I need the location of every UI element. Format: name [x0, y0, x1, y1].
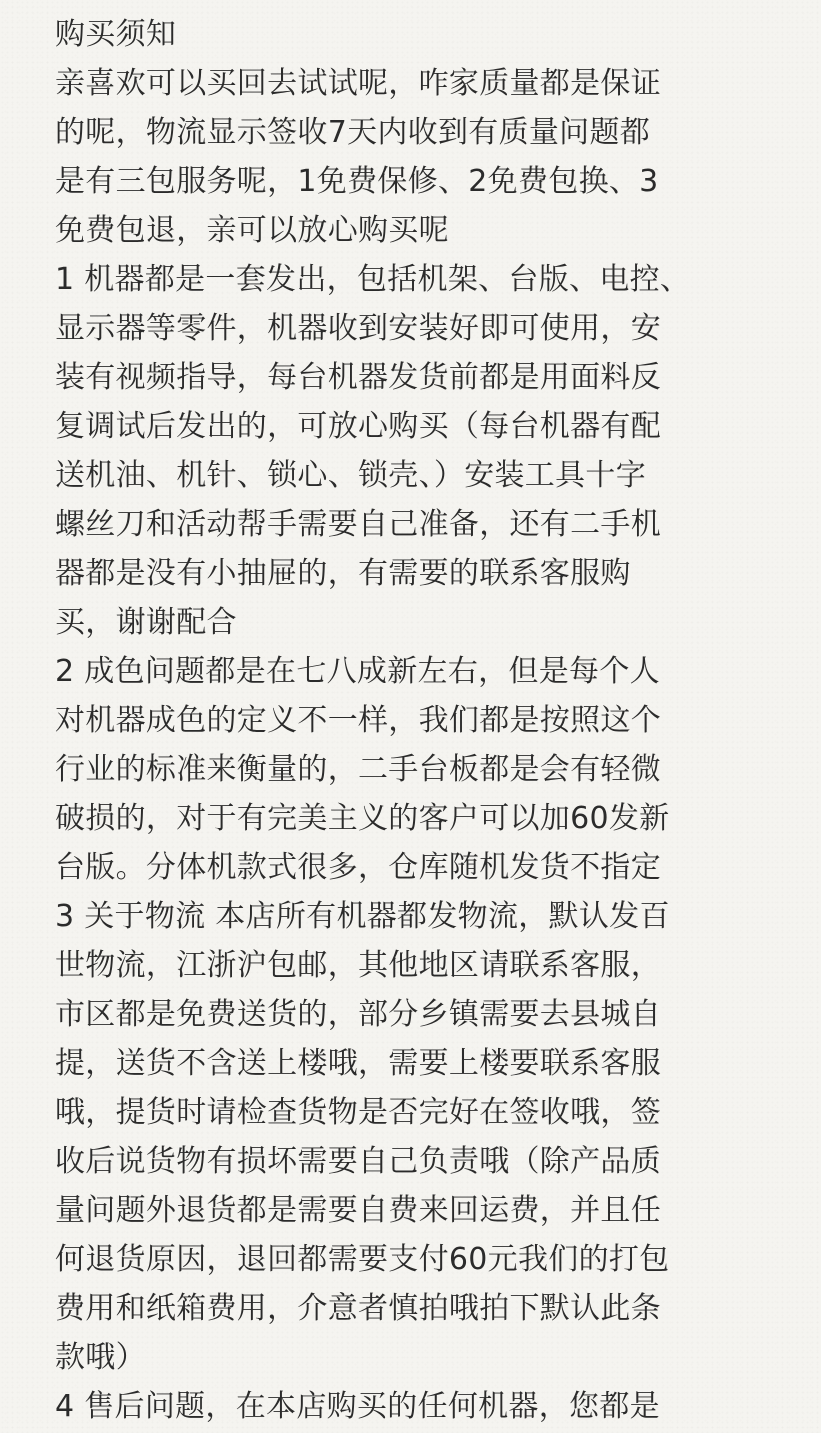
notice-line: 3 关于物流 本店所有机器都发物流，默认发百	[55, 899, 670, 934]
notice-line: 4 售后问题，在本店购买的任何机器，您都是	[55, 1389, 660, 1424]
purchase-notice-text	[55, 12, 780, 1433]
notice-line: 市区都是免费送货的，部分乡镇需要去县城自	[55, 997, 661, 1032]
notice-line: 免费包退，亲可以放心购买呢	[55, 213, 449, 248]
notice-line: 1 机器都是一套发出，包括机架、台版、电控、	[55, 262, 691, 297]
notice-line: 收后说货物有损坏需要自己负责哦（除产品质	[55, 1144, 661, 1179]
notice-line: 买，谢谢配合	[55, 605, 237, 640]
notice-line: 对机器成色的定义不一样，我们都是按照这个	[55, 703, 661, 738]
notice-title: 购买须知	[55, 17, 177, 52]
notice-line: 2 成色问题都是在七八成新左右，但是每个人	[55, 654, 660, 689]
notice-line: 亲喜欢可以买回去试试呢，咋家质量都是保证	[55, 66, 661, 101]
notice-line: 世物流，江浙沪包邮，其他地区请联系客服，	[55, 948, 661, 983]
notice-line: 哦，提货时请检查货物是否完好在签收哦，签	[55, 1095, 661, 1130]
notice-line: 行业的标准来衡量的，二手台板都是会有轻微	[55, 752, 661, 787]
notice-line: 费用和纸箱费用，介意者慎拍哦拍下默认此条	[55, 1291, 661, 1326]
notice-line: 提，送货不含送上楼哦，需要上楼要联系客服	[55, 1046, 661, 1081]
notice-line: 送机油、机针、锁心、锁壳、）安装工具十字	[55, 458, 646, 493]
notice-line: 破损的，对于有完美主义的客户可以加60发新	[55, 801, 670, 836]
notice-line: 台版。分体机款式很多，仓库随机发货不指定	[55, 850, 661, 885]
notice-line: 器都是没有小抽屉的，有需要的联系客服购	[55, 556, 631, 591]
notice-line: 螺丝刀和活动帮手需要自己准备，还有二手机	[55, 507, 661, 542]
notice-line: 显示器等零件，机器收到安装好即可使用，安	[55, 311, 661, 346]
notice-line: 的呢，物流显示签收7天内收到有质量问题都	[55, 115, 651, 150]
notice-line: 量问题外退货都是需要自费来回运费，并且任	[55, 1193, 661, 1228]
notice-line: 何退货原因，退回都需要支付60元我们的打包	[55, 1242, 670, 1277]
notice-line: 装有视频指导，每台机器发货前都是用面料反	[55, 360, 661, 395]
notice-line: 复调试后发出的，可放心购买（每台机器有配	[55, 409, 661, 444]
notice-line: 款哦）	[55, 1340, 146, 1375]
notice-line: 是有三包服务呢，1免费保修、2免费包换、3	[55, 164, 659, 199]
